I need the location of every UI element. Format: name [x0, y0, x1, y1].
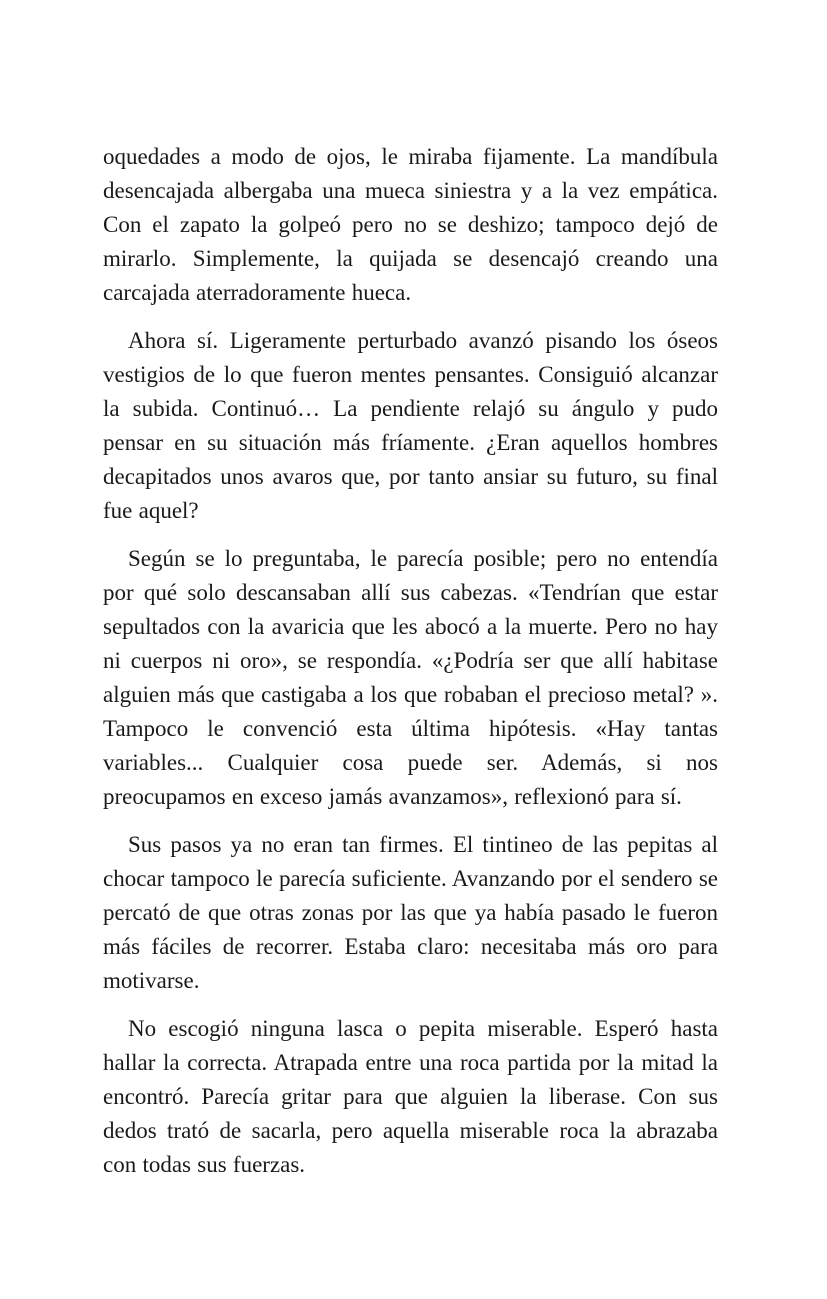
paragraph-5: No escogió ninguna lasca o pepita miserable. Esperó hasta hallar la correcta. Atrapada entre una roca partida por la mitad la encontró. Parecía gritar para que alguien la liberase. Con sus dedos trató de sacarla, pero aquella miserable roca la abrazaba con todas sus fuerzas.: [103, 1016, 718, 1177]
paragraph-3: Según se lo preguntaba, le parecía posible; pero no entendía por qué solo descansaban allí sus cabezas. «Tendrían que estar sepultados con la avaricia que les abocó a la muerte. Pero no hay ni cuerpos ni oro», se respondía. «¿Podría ser que allí habitase alguien más que castigaba a los que robaban el precioso metal? ». Tampoco le convenció esta última hipótesis. «Hay tantas variables... Cualquier cosa puede ser. Además, si nos preocupamos en exceso jamás avanzamos», reflexionó para sí.: [103, 546, 718, 809]
text-block: [103, 140, 718, 1196]
paragraph-1: oquedades a modo de ojos, le miraba fijamente. La mandíbula desencajada albergaba una mueca siniestra y a la vez empática. Con el zapato la golpeó pero no se deshizo; tampoco dejó de mirarlo. Simplemente, la quijada se desencajó creando una carcajada aterradoramente hueca.: [103, 144, 718, 305]
paragraph-2: Ahora sí. Ligeramente perturbado avanzó pisando los óseos vestigios de lo que fueron mentes pensantes. Consiguió alcanzar la subida. Continuó… La pendiente relajó su ángulo y pudo pensar en su situación más fríamente. ¿Eran aquellos hombres decapitados unos avaros que, por tanto ansiar su futuro, su final fue aquel?: [103, 328, 718, 523]
paragraph-4: Sus pasos ya no eran tan firmes. El tintineo de las pepitas al chocar tampoco le parecía suficiente. Avanzando por el sendero se percató de que otras zonas por las que ya había pasado le fueron más fáciles de recorrer. Estaba claro: necesitaba más oro para motivarse.: [103, 832, 718, 993]
